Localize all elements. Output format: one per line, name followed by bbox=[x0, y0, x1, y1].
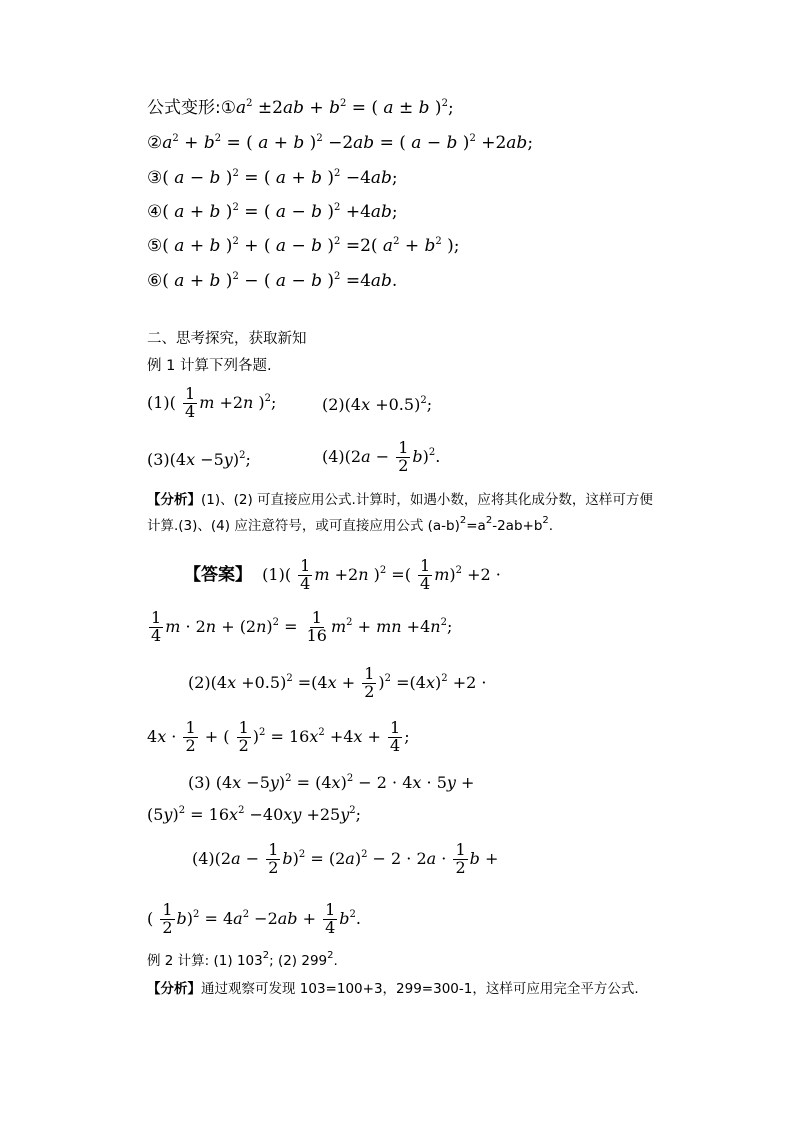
answer-line-3: $(2)(4x +0.5)^2 =(4x$ + $\frac{1}{2}$ )$^2 =(4x)^2 +2$ · bbox=[188, 664, 487, 701]
analysis-2: 【分析】通过观察可发现 103=100+3，299=300-1，这样可应用完全平方公式. bbox=[147, 981, 639, 997]
analysis-2-tag: 【分析】 bbox=[147, 981, 201, 997]
circled-mark-2: ② bbox=[147, 133, 163, 153]
formula-title: 公式变形: bbox=[147, 98, 221, 118]
example-1-label: 例 1 计算下列各题. bbox=[147, 358, 272, 374]
answer-tag: 【答案】 bbox=[184, 564, 252, 585]
answer-line-5: (3) $(4x -5y)^2 = (4x)^2 - 2 \cdot 4x \cdot 5y$ + bbox=[188, 773, 475, 792]
problem-3: $(3)(4x -5y)^2$; bbox=[147, 450, 251, 469]
formula-line-1: 公式变形$:①a^2 \pm 2ab + b^2$ = ( a ± b )$^2$; bbox=[147, 98, 454, 118]
circled-mark-6: ⑥ bbox=[147, 271, 163, 291]
formula-line-2: $②a^2 + b^2$ = ( a + b )$^2$ −2ab = ( a − b )$^2$ +2ab; bbox=[147, 133, 534, 153]
analysis-1-line-1: 【分析】(1)、(2) 可直接应用公式.计算时，如遇小数，应将其化成分数，这样可方便 bbox=[147, 492, 653, 508]
analysis-1-line-2: 计算.(3)、(4) 应注意符号，或可直接应用公式 $(a-b)^2=a^2-2ab+b^2$. bbox=[147, 515, 554, 534]
analysis-1-tag: 【分析】 bbox=[147, 492, 201, 508]
circled-mark-3: ③ bbox=[147, 168, 163, 188]
answer-line-1: 【答案】 (1)( $\frac{1}{4}$ m +2n )$^2$ =( $\frac{1}{4}$ m)$^2$ +2 · bbox=[184, 556, 501, 593]
example-2: 例 2 计算: (1) $103^2$; (2) $299^2$. bbox=[147, 950, 338, 969]
answer-line-6: $(5y)^2 = 16x^2 -40xy +25y^2$; bbox=[147, 805, 362, 824]
problem-4: (4)(2a − $\frac{1}{2}$ b)$^2$. bbox=[322, 438, 441, 475]
formula-line-4: ④( a + b )$^2$ = ( a − b )$^2$ +4ab; bbox=[147, 202, 398, 222]
formula-line-3: ③( a − b )$^2$ = ( a + b )$^2$ −4ab; bbox=[147, 168, 398, 188]
formula-line-6: ⑥( a + b )$^2$ − ( a − b )$^2$ =4ab. bbox=[147, 271, 398, 291]
formula-line-5: ⑤( a + b )$^2$ + ( a − b )$^2$ =2( $a^2 + b^2$ ); bbox=[147, 236, 460, 256]
circled-mark-4: ④ bbox=[147, 202, 163, 222]
problem-1: (1)( $\frac{1}{4}$ m +2n )$^2$; bbox=[147, 384, 277, 421]
answer-line-7: (4)(2a − $\frac{1}{2}$ $b)^2 = (2a)^2 - 2 \cdot 2a$ · $\frac{1}{2}$ b + bbox=[192, 840, 499, 877]
answer-line-2: $\frac{1}{4}$ $m \cdot 2n + (2n)^2$ = $\frac{1}{16}$ $m^2$ + mn $+4n^2$; bbox=[151, 608, 453, 645]
circled-mark-1: ① bbox=[220, 98, 236, 118]
problem-2: $(2)(4x +0.5)^2$; bbox=[322, 395, 433, 414]
circled-mark-5: ⑤ bbox=[147, 236, 163, 256]
section-heading: 二、思考探究，获取新知 bbox=[147, 331, 307, 347]
answer-line-8: ( $\frac{1}{2}$ $b)^2 = 4a^2 -2ab$ + $\frac{1}{4}$ $b^2$. bbox=[147, 900, 362, 937]
answer-line-4: 4x · $\frac{1}{2}$ + ( $\frac{1}{2}$ )$^2 = 16x^2 +4x$ + $\frac{1}{4}$ ; bbox=[147, 718, 410, 755]
